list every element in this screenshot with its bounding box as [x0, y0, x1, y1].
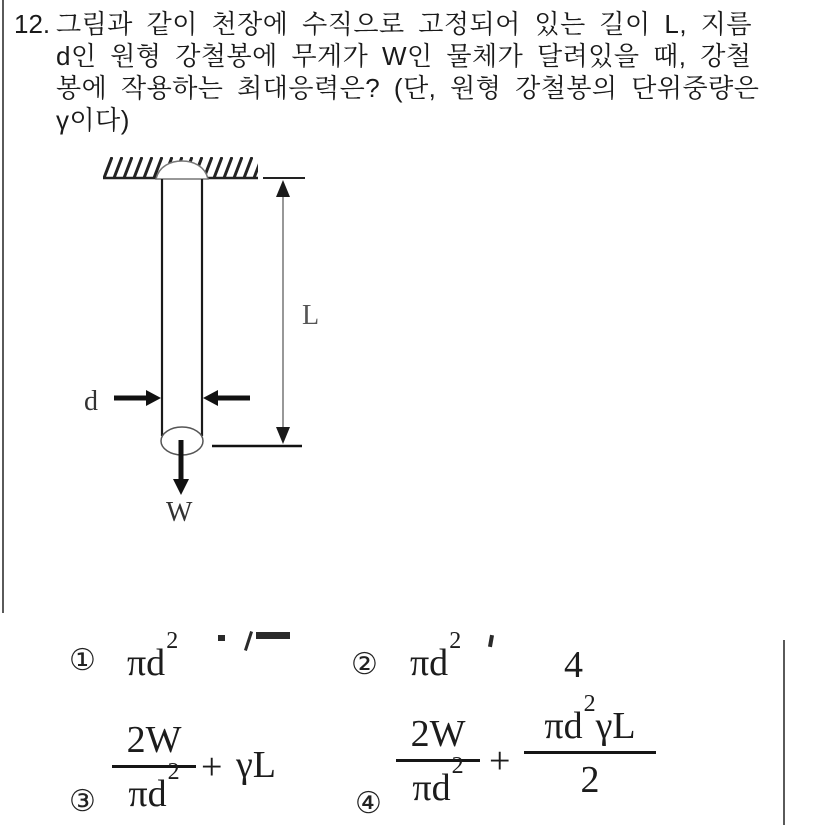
choice-4-fraction-2 — [524, 691, 656, 805]
question-number: 12. — [14, 9, 51, 39]
d-arrow-left-head — [146, 390, 161, 406]
choice-1-formula: $\pi d^2$ — [127, 628, 179, 684]
choice-2-marker[interactable]: ② — [351, 647, 378, 682]
fraction-bar — [112, 765, 196, 768]
fraction-denominator: $\pi d^2$ — [412, 753, 464, 809]
choice-3-fraction — [112, 716, 196, 819]
fraction-denominator: 2 — [580, 759, 600, 801]
question-line: d인 원형 강철봉에 무게가 W인 물체가 달려있을 때, 강철 — [56, 41, 752, 71]
question-line: 봉에 작용하는 최대응력은? (단, 원형 강철봉의 단위중량은 — [56, 73, 760, 103]
question-block — [14, 8, 814, 136]
choice-2-denominator-2: 4 — [564, 644, 583, 686]
cutoff-fragment-plus — [488, 635, 494, 648]
column-divider — [783, 640, 785, 825]
question-line: 그림과 같이 천장에 수직으로 고정되어 있는 길이 L, 지름 — [56, 9, 753, 39]
fraction-numerator: 2W — [126, 719, 182, 761]
choice-3-marker[interactable]: ③ — [69, 784, 96, 819]
diameter-label: d — [84, 386, 98, 417]
w-arrow-head — [173, 479, 189, 495]
cutoff-fragment-gamma — [244, 631, 253, 651]
choice-1-marker[interactable]: ① — [69, 643, 96, 678]
question-line: γ이다) — [56, 105, 130, 135]
question-text — [56, 8, 759, 136]
fraction-bar — [396, 759, 480, 762]
page-left-border — [2, 0, 4, 613]
choice-4-marker[interactable]: ④ — [355, 786, 382, 821]
choice-2-formula: $\pi d^2$ — [410, 628, 462, 684]
choice-4-plus: + — [489, 740, 511, 782]
l-dim-arrow-up — [276, 180, 290, 197]
choice-3-gamma-l: γL — [236, 744, 277, 786]
d-arrow-right-head — [203, 390, 218, 406]
fraction-numerator: $\pi d^2\gamma L$ — [544, 691, 636, 747]
rod-diagram — [70, 145, 340, 530]
weight-label: W — [166, 497, 193, 528]
cutoff-fragment-L — [256, 632, 290, 639]
cutoff-fragment-plus — [218, 635, 225, 641]
choice-3-plus: + — [201, 746, 223, 788]
fraction-bar — [524, 751, 656, 754]
choice-4-fraction-1 — [396, 710, 480, 813]
fraction-denominator: $\pi d^2$ — [128, 759, 180, 815]
fraction-numerator: 2W — [410, 713, 466, 755]
l-dim-arrow-down — [276, 427, 290, 444]
length-label: L — [302, 300, 320, 331]
